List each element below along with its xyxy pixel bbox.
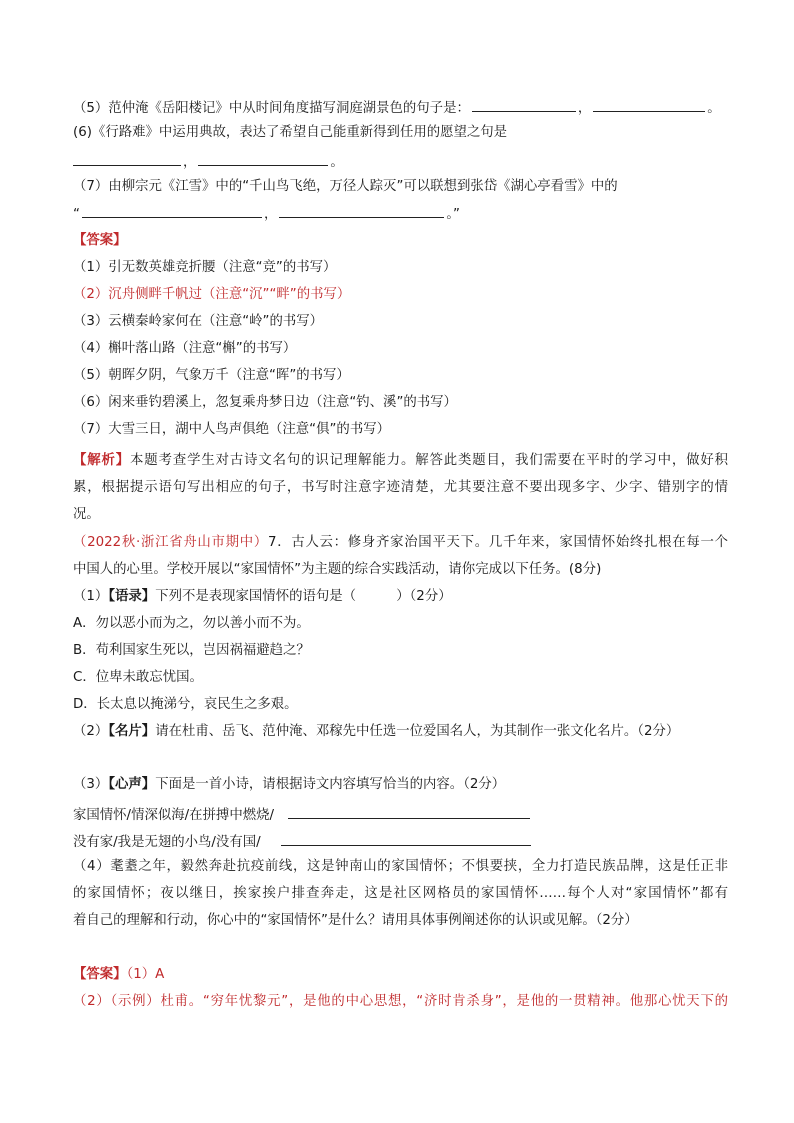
answer-item: （2）沉舟侧畔千帆过（注意“沉”“畔”的书写） [73, 287, 351, 302]
answer-item: （1）引无数英雄竞折腰（注意“竞”的书写） [73, 260, 337, 275]
question-7-main-line-1 [73, 534, 728, 552]
final-answer-line-2: （2）（示例）杜甫。“穷年忧黎元”，是他的中心思想，“济时肯杀身”，是他的一贯精神。他那心忧天下的 [73, 994, 728, 1009]
option-a: A．勿以恶小而为之，勿以善小而不为。 [73, 616, 310, 631]
analysis-line-2: 累，根据提示语句写出相应的句子，书写时注意字迹清楚，尤其要注意不要出现多字、少字、错别字的情 [73, 480, 728, 495]
analysis-line-1 [73, 452, 728, 470]
question-6: (6)《行路难》中运用典故，表达了希望自己能重新得到任用的愿望之句是 [73, 125, 508, 140]
answer-text: （1）A [126, 967, 165, 982]
answer-blank [472, 97, 576, 112]
answer-label: 【答案】 [73, 967, 127, 982]
separator: ， [263, 207, 278, 222]
option-c: C．位卑未敢忘忧国。 [73, 670, 203, 685]
question-source: （2022秋·浙江省舟山市期中） [73, 535, 268, 550]
period: 。 [330, 155, 344, 170]
subquestion-tag: 【名片】 [108, 724, 156, 739]
subquestion-text: 下面是一首小诗，请根据诗文内容填写恰当的内容。（2分） [155, 777, 506, 792]
analysis-line-3: 况。 [73, 507, 100, 522]
answer-blank [279, 203, 444, 218]
separator: ， [577, 101, 592, 116]
question-7: （7）由柳宗元《江雪》中的“千山鸟飞绝，万径人踪灭”可以联想到张岱《湖心亭看雪》中的 [73, 179, 618, 194]
separator: ， [183, 155, 197, 170]
answer-item: （7）大雪三日，湖中人鸟声俱绝（注意“俱”的书写） [73, 422, 390, 437]
question-7-blanks [73, 203, 728, 224]
answer-blank [281, 831, 531, 846]
question-7-main-line-2: 中国人的心里。学校开展以“家国情怀”为主题的综合实践活动，请你完成以下任务。(8分) [73, 562, 602, 577]
poem-line-2 [73, 831, 728, 852]
close-quote: 。” [446, 207, 460, 222]
answer-blank [198, 151, 328, 166]
subquestion-number: （3） [73, 777, 109, 792]
subquestion-tag: 【语录】 [108, 589, 156, 604]
option-d: D．长太息以掩涕兮，哀民生之多艰。 [73, 697, 298, 712]
analysis-label: 【解析】 [73, 453, 131, 468]
subquestion-number: （2） [73, 724, 109, 739]
subquestion-1 [73, 588, 728, 606]
period: 。 [707, 101, 721, 116]
answer-blank [73, 151, 181, 166]
answer-item: （5）朝晖夕阴，气象万千（注意“晖”的书写） [73, 368, 350, 383]
subquestion-tag: 【心声】 [108, 777, 156, 792]
subquestion-text: 请在杜甫、岳飞、范仲淹、邓稼先中任选一位爱国名人，为其制作一张文化名片。（2分） [155, 724, 680, 739]
answer-blank [82, 203, 262, 218]
question-6-blanks [73, 151, 728, 172]
poem-line-1 [73, 804, 728, 825]
answer-blank [288, 804, 530, 819]
question-text: 7．古人云：修身齐家治国平天下。几千年来，家国情怀始终扎根在每一个 [267, 535, 728, 550]
final-answer-line-1 [73, 966, 728, 984]
poem-text: 没有家/我是无翅的小鸟/没有国/ [73, 835, 261, 850]
question-5 [73, 97, 728, 118]
poem-text: 家国情怀/情深似海/在拼搏中燃烧/ [73, 808, 275, 823]
question-5-text: （5）范仲淹《岳阳楼记》中从时间角度描写洞庭湖景色的句子是： [73, 101, 470, 116]
subquestion-4-line-1: （4）耄耋之年，毅然奔赴抗疫前线，这是钟南山的家国情怀；不惧要挟，全力打造民族品牌，这是任正非 [73, 859, 728, 874]
open-quote: “ [73, 207, 80, 222]
answer-item: （4）槲叶落山路（注意“槲”的书写） [73, 341, 297, 356]
answer-item: （6）闲来垂钓碧溪上，忽复乘舟梦日边（注意“钓、溪”的书写） [73, 395, 457, 410]
answer-label: 【答案】 [73, 233, 127, 248]
subquestion-4-line-3: 着自己的理解和行动，你心中的“家国情怀”是什么？请用具体事例阐述你的认识或见解。（2分） [73, 913, 638, 928]
subquestion-text: 下列不是表现家国情怀的语句是（ ）（2分） [155, 589, 452, 604]
subquestion-2 [73, 723, 728, 741]
option-b: B．苟利国家生死以，岂因祸福避趋之？ [73, 643, 310, 658]
answer-blank [593, 97, 705, 112]
subquestion-number: （1） [73, 589, 109, 604]
answer-item: （3）云横秦岭家何在（注意“岭”的书写） [73, 314, 324, 329]
subquestion-3 [73, 776, 728, 794]
analysis-text: 本题考查学生对古诗文名句的识记理解能力。解答此类题目，我们需要在平时的学习中，做好积 [130, 453, 729, 468]
subquestion-4-line-2: 的家国情怀；夜以继日，挨家挨户排查奔走，这是社区网格员的家国情怀……每个人对“家国情怀”都有 [73, 886, 728, 901]
